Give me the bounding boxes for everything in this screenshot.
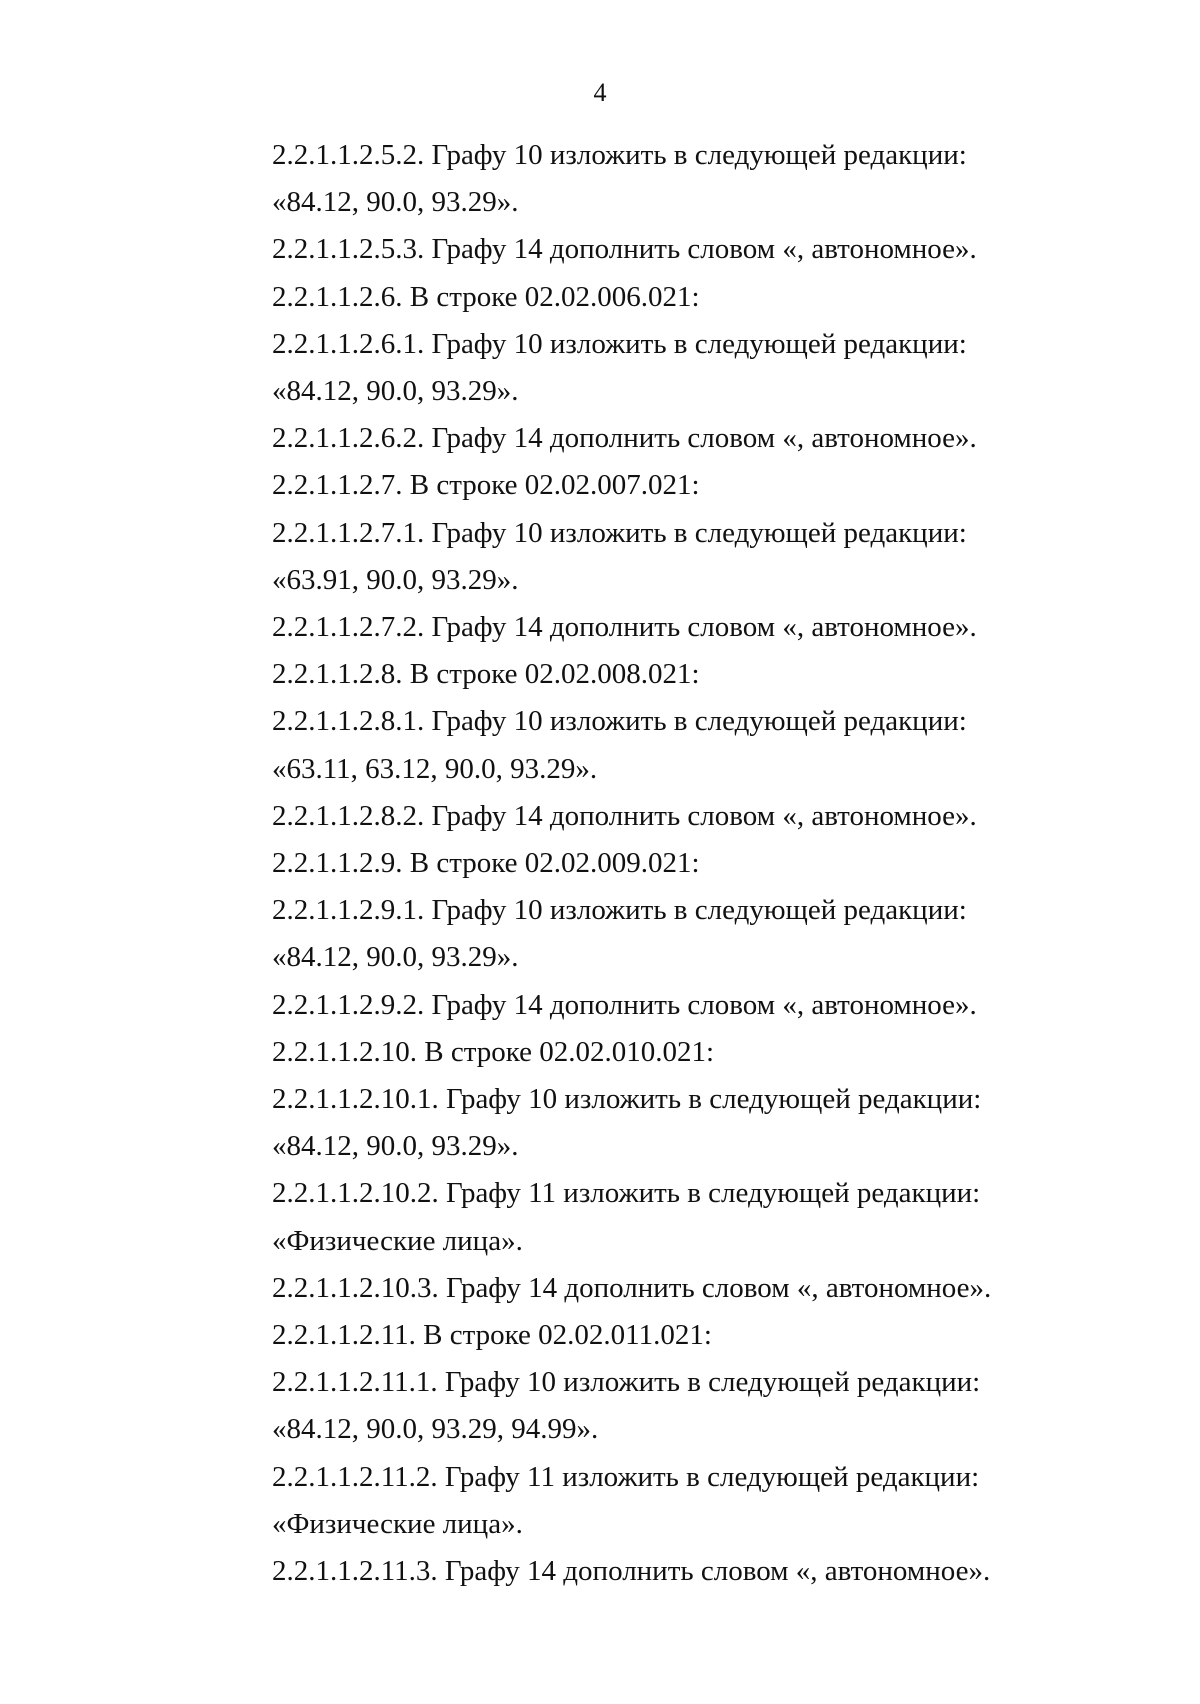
document-body: [272, 132, 1132, 1595]
text-line: 2.2.1.1.2.9.2. Графу 14 дополнить словом «, автономное».: [272, 988, 977, 1021]
text-line: 2.2.1.1.2.7. В строке 02.02.007.021:: [272, 469, 700, 502]
text-line: 2.2.1.1.2.11.3. Графу 14 дополнить словом «, автономное».: [272, 1555, 991, 1588]
text-line: 2.2.1.1.2.9. В строке 02.02.009.021:: [272, 847, 700, 880]
text-line: 2.2.1.1.2.8.1. Графу 10 изложить в следующей редакции:: [272, 705, 967, 738]
text-line: 2.2.1.1.2.10.2. Графу 11 изложить в следующей редакции:: [272, 1177, 981, 1210]
text-line: «Физические лица».: [272, 1224, 523, 1257]
text-line: 2.2.1.1.2.6.1. Графу 10 изложить в следующей редакции:: [272, 327, 967, 360]
text-line: «Физические лица».: [272, 1507, 523, 1540]
text-line: «84.12, 90.0, 93.29».: [272, 941, 519, 974]
text-line: 2.2.1.1.2.10.3. Графу 14 дополнить словом «, автономное».: [272, 1271, 992, 1304]
text-line: 2.2.1.1.2.8. В строке 02.02.008.021:: [272, 658, 700, 691]
text-line: 2.2.1.1.2.10. В строке 02.02.010.021:: [272, 1035, 715, 1068]
text-line: 2.2.1.1.2.7.1. Графу 10 изложить в следующей редакции:: [272, 516, 967, 549]
text-line: 2.2.1.1.2.10.1. Графу 10 изложить в следующей редакции:: [272, 1083, 982, 1116]
text-line: «84.12, 90.0, 93.29».: [272, 1130, 519, 1163]
text-line: 2.2.1.1.2.5.2. Графу 10 изложить в следующей редакции:: [272, 139, 967, 171]
text-line: 2.2.1.1.2.11.2. Графу 11 изложить в следующей редакции:: [272, 1460, 980, 1493]
text-line: 2.2.1.1.2.9.1. Графу 10 изложить в следующей редакции:: [272, 894, 967, 927]
text-line: 2.2.1.1.2.7.2. Графу 14 дополнить словом «, автономное».: [272, 611, 977, 644]
text-line: 2.2.1.1.2.11.1. Графу 10 изложить в следующей редакции:: [272, 1366, 981, 1399]
text-line: «84.12, 90.0, 93.29».: [272, 375, 519, 408]
text-line: 2.2.1.1.2.11. В строке 02.02.011.021:: [272, 1319, 712, 1352]
text-line: 2.2.1.1.2.8.2. Графу 14 дополнить словом «, автономное».: [272, 799, 977, 832]
text-line: «63.91, 90.0, 93.29».: [272, 563, 519, 596]
page-number: 4: [593, 78, 607, 107]
text-line: «63.11, 63.12, 90.0, 93.29».: [272, 752, 598, 785]
text-line: «84.12, 90.0, 93.29, 94.99».: [272, 1413, 599, 1446]
text-line: 2.2.1.1.2.6. В строке 02.02.006.021:: [272, 280, 700, 313]
text-line: 2.2.1.1.2.5.3. Графу 14 дополнить словом «, автономное».: [272, 233, 977, 266]
text-line: «84.12, 90.0, 93.29».: [272, 186, 519, 219]
text-line: 2.2.1.1.2.6.2. Графу 14 дополнить словом «, автономное».: [272, 422, 977, 455]
